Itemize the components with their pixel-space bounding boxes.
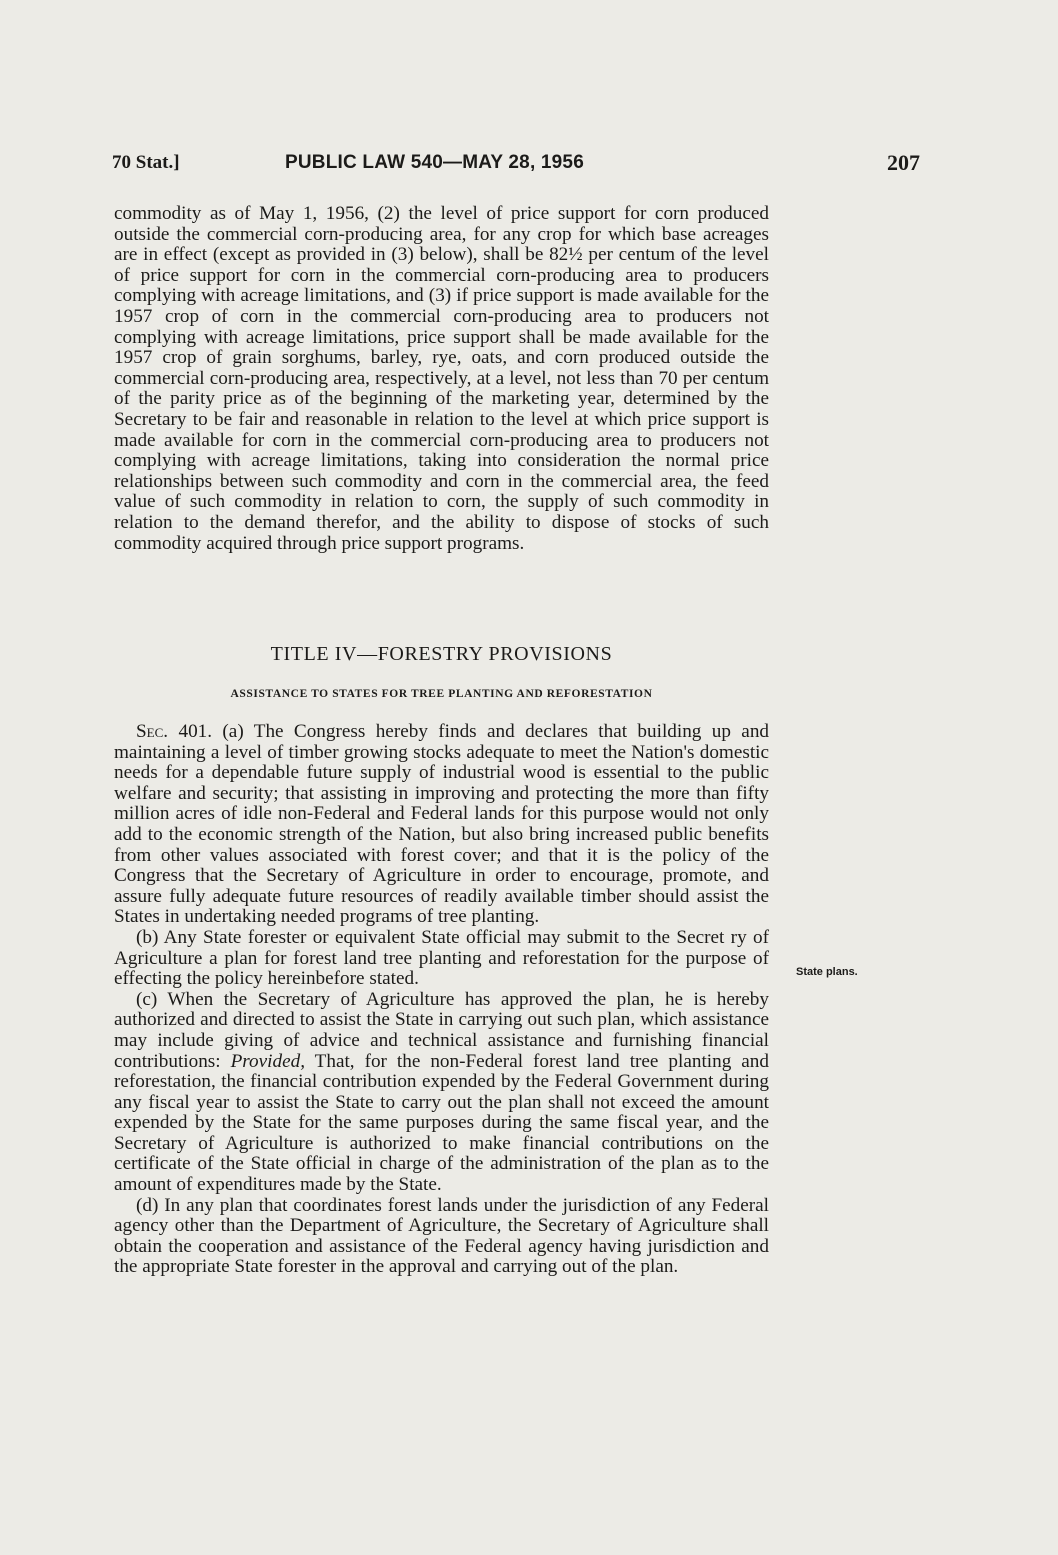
paragraph-a xyxy=(114,722,769,928)
section-401-block xyxy=(114,722,769,1278)
margin-note-state-plans: State plans. xyxy=(796,966,858,978)
running-head xyxy=(112,152,920,180)
page-number: 207 xyxy=(887,150,920,175)
statute-reference: 70 Stat.] xyxy=(112,152,180,173)
provided-italic: Provided, xyxy=(230,1050,305,1072)
paragraph-a-text: 401. (a) The Congress hereby finds and declares that building up and maintaining a level of timber growing stocks adequate to meet the Nation's domestic needs for a dependable future supply of industrial wood is essential to the public welfare and security; that assisting in improving and protecting the more than fifty million acres of idle non-Federal and Federal lands for this purpose would not only add to the economic strength of the Nation, but also bring increased public benefits from other values associated with forest cover; and that it is the policy of the Congress that the Secretary of Agriculture in order to encourage, promote, and assure fully adequate future resources of readily available timber should assist the States in undertaking needed programs of tree planting. xyxy=(114,721,770,928)
section-subheading: ASSISTANCE TO STATES FOR TREE PLANTING AND REFORESTATION xyxy=(230,688,653,700)
paragraph-c-text-2: That, for the non-Federal forest land tree planting and reforestation, the financial contribution expended by the Federal Government during any fiscal year to assist the State to carry out the plan shall not exceed the amount expended by the State for the same purposes during the same fiscal year, and the Secretary of Agriculture is authorized to make financial contributions on the certificate of the State official in charge of the administration of the plan as to the amount of expenditures made by the State. xyxy=(114,1050,769,1196)
paragraph-d: (d) In any plan that coordinates forest lands under the jurisdiction of any Federal agency other than the Department of Agriculture, the Secretary of Agriculture shall obtain the cooperation and assistance of the Federal agency having jurisdiction and the appropriate State forester in the approval and carrying out of the plan. xyxy=(114,1194,769,1278)
section-label: Sec. xyxy=(136,721,169,742)
paragraph-b: (b) Any State forester or equivalent State official may submit to the Secret ry of Agriculture a plan for forest land tree planting and reforestation for the purpose of effecting the policy hereinbefore stated. xyxy=(114,926,769,990)
title-heading: TITLE IV—FORESTRY PROVISIONS xyxy=(270,643,613,665)
paragraph-c-text-1: (c) When the Secretary of Agriculture has approved the plan, he is hereby authorized and directed to assist the State in carrying out such plan, which assistance may include giving of advice and technical assistance and furnishing financial contributions: xyxy=(114,988,769,1072)
continuation-paragraph-block xyxy=(114,204,769,554)
continuation-paragraph: commodity as of May 1, 1956, (2) the level of price support for corn produced outside the commercial corn-producing area, for any crop for which base acreages are in effect (except as provided in (3) below), shall be 82½ per centum of the level of price support for corn in the commercial corn-producing area to producers complying with acreage limitations, and (3) if price support is made available for the 1957 crop of corn in the commercial corn-producing area to producers not complying with acreage limitations, price support shall be made available for the 1957 crop of grain sorghums, barley, rye, oats, and corn produced outside the commercial corn-producing area, respectively, at a level, not less than 70 per centum of the parity price as of the beginning of the marketing year, determined by the Secretary to be fair and reasonable in relation to the level at which price support is made available for corn in the commercial corn-producing area to producers not complying with acreage limitations, taking into consideration the normal price relationships between such commodity and corn in the commercial area, the feed value of such commodity in relation to corn, the supply of such commodity in relation to the demand therefor, and the ability to dispose of stocks of such commodity acquired through price support programs. xyxy=(114,203,769,554)
public-law-heading: PUBLIC LAW 540—MAY 28, 1956 xyxy=(285,152,584,173)
paragraph-c xyxy=(114,990,769,1196)
